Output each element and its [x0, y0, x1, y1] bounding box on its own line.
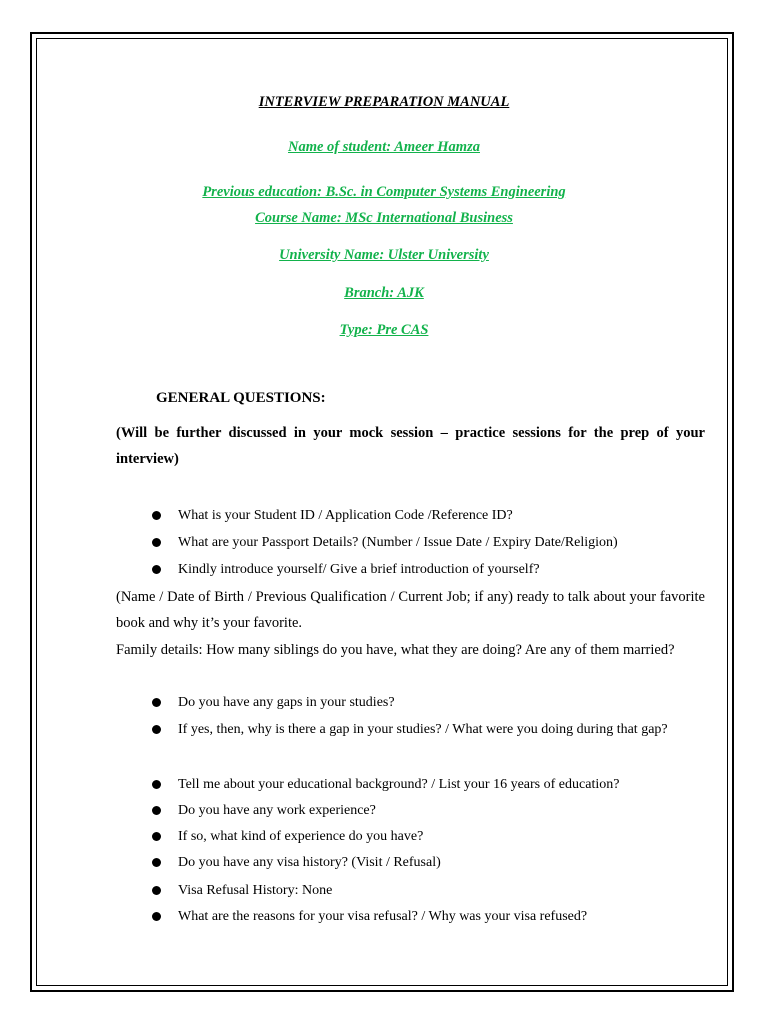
paragraph-family: Family details: How many siblings do you have, what they are doing? Are any of them married? — [116, 642, 675, 658]
document-title: INTERVIEW PREPARATION MANUAL — [258, 94, 510, 110]
list-item-text: Tell me about your educational background? / List your 16 years of education? — [178, 777, 620, 792]
bullet-icon — [152, 538, 161, 547]
section-note: (Will be further discussed in your mock session – practice sessions for the prep of your interview) — [116, 425, 705, 467]
bullet-icon — [152, 886, 161, 895]
bullet-icon — [152, 698, 161, 707]
university-name: University Name: Ulster University — [279, 247, 489, 263]
bullet-icon — [152, 511, 161, 520]
list-item-text: Visa Refusal History: None — [178, 883, 333, 898]
bullet-icon — [152, 806, 161, 815]
section-heading: GENERAL QUESTIONS: — [156, 390, 326, 406]
list-item-text: What are the reasons for your visa refusal? / Why was your visa refused? — [178, 909, 588, 924]
bullet-icon — [152, 780, 161, 789]
list-item-text: Kindly introduce yourself/ Give a brief introduction of yourself? — [178, 562, 540, 577]
bullet-icon — [152, 832, 161, 841]
bullet-icon — [152, 565, 161, 574]
list-item-text: Do you have any work experience? — [178, 803, 376, 818]
list-item-text: Do you have any visa history? (Visit / Refusal) — [178, 855, 441, 870]
previous-education: Previous education: B.Sc. in Computer Systems Engineering — [202, 184, 566, 200]
list-item-text: What is your Student ID / Application Code /Reference ID? — [178, 508, 513, 523]
paragraph-introduction: (Name / Date of Birth / Previous Qualification / Current Job; if any) ready to talk about your favorite book and why it’s your favorite. — [116, 589, 705, 631]
list-item-text: What are your Passport Details? (Number / Issue Date / Expiry Date/Religion) — [178, 535, 618, 550]
student-name: Name of student: Ameer Hamza — [288, 139, 480, 155]
bullet-icon — [152, 725, 161, 734]
course-name: Course Name: MSc International Business — [255, 210, 513, 226]
list-item-text: If so, what kind of experience do you have? — [178, 829, 424, 844]
branch: Branch: AJK — [344, 285, 424, 301]
list-item-text: If yes, then, why is there a gap in your studies? / What were you doing during that gap? — [178, 722, 668, 737]
bullet-icon — [152, 912, 161, 921]
list-item-text: Do you have any gaps in your studies? — [178, 695, 395, 710]
bullet-icon — [152, 858, 161, 867]
type: Type: Pre CAS — [339, 322, 429, 338]
